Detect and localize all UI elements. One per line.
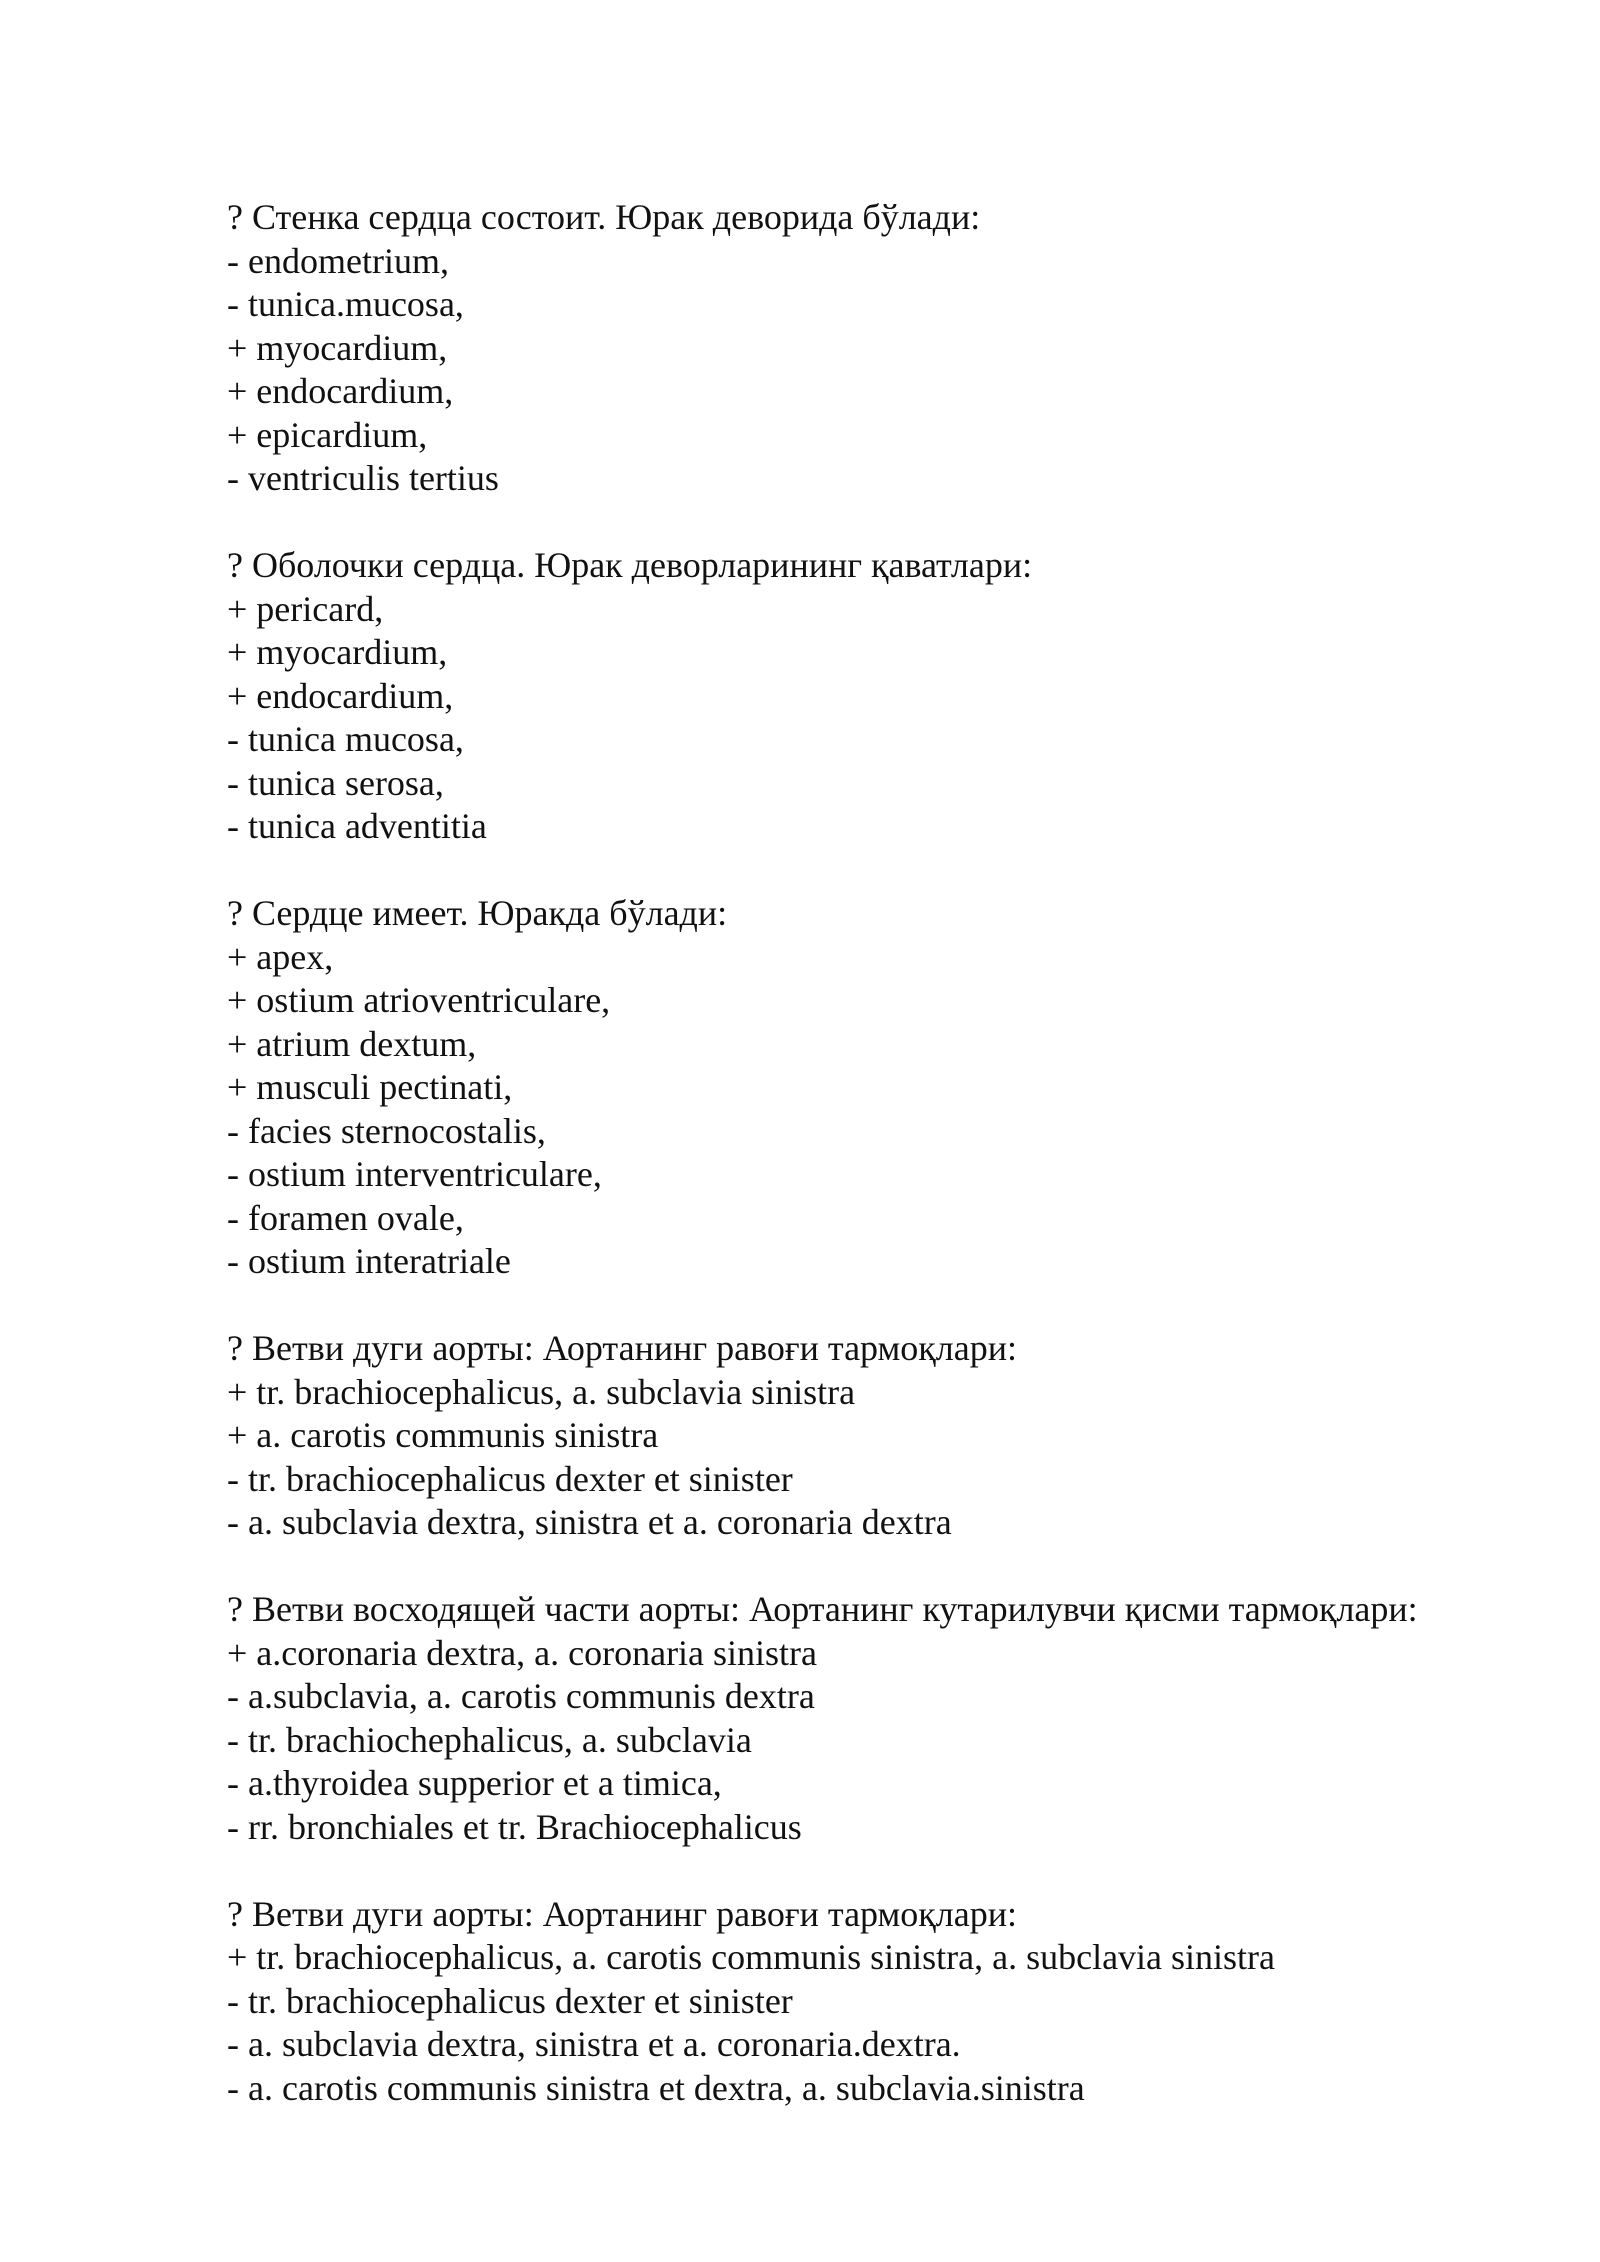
question-text: ? Сердце имеет. Юракда бўлади:: [227, 893, 728, 933]
answer-option: - facies sternocostalis,: [227, 1110, 546, 1151]
answer-option: - tunica.mucosa,: [227, 284, 464, 324]
question-block: [227, 892, 1567, 1284]
answer-option: - a. subclavia dextra, sinistra et a. coronaria dextra: [227, 1502, 952, 1542]
answer-option: + apex,: [227, 936, 334, 977]
answer-option: - foramen ovale,: [227, 1197, 464, 1238]
answer-option: + ostium atrioventriculare,: [227, 980, 611, 1020]
question-block: [227, 544, 1567, 849]
answer-option: - rr. bronchiales et tr. Brachiocephalicus: [227, 1806, 802, 1847]
answer-option: + myocardium,: [227, 327, 448, 368]
answer-option: - ventriculis tertius: [227, 458, 499, 498]
answer-option: + tr. brachiocephalicus, a. subclavia sinistra: [227, 1371, 856, 1412]
question-block: [227, 1327, 1567, 1545]
answer-option: - tunica serosa,: [227, 762, 444, 803]
answer-option: - a. subclavia dextra, sinistra et a. coronaria.dextra.: [227, 2024, 961, 2064]
question-block: [227, 196, 1567, 501]
question-text: ? Ветви восходящей части аорты: Аортанинг кутарилувчи қисми тармоқлари:: [227, 1589, 1418, 1629]
answer-option: + endocardium,: [227, 675, 454, 716]
answer-option: + a. carotis communis sinistra: [227, 1415, 659, 1455]
answer-option: + endocardium,: [227, 371, 454, 411]
answer-option: - tr. brachiochephalicus, a. subclavia: [227, 1719, 752, 1760]
document-page: [227, 196, 1567, 2154]
question-block: [227, 1893, 1567, 2111]
answer-option: + atrium dextum,: [227, 1023, 477, 1064]
answer-option: - a.thyroidea supperior et a timica,: [227, 1763, 722, 1803]
question-text: ? Оболочки сердца. Юрак деворларининг қаватлари:: [227, 545, 1033, 585]
answer-option: - tunica adventitia: [227, 806, 487, 846]
answer-option: - tr. brachiocephalicus dexter et sinister: [227, 1458, 793, 1499]
answer-option: + myocardium,: [227, 632, 448, 672]
answer-option: - ostium interventriculare,: [227, 1154, 602, 1194]
answer-option: - ostium interatriale: [227, 1241, 511, 1281]
answer-option: - a. carotis communis sinistra et dextra, a. subclavia.sinistra: [227, 2067, 1085, 2108]
answer-option: + musculi pectinati,: [227, 1067, 513, 1107]
question-text: ? Ветви дуги аорты: Аортанинг равоғи тармоқлари:: [227, 1893, 1017, 1934]
question-text: ? Ветви дуги аорты: Аортанинг равоғи тармоқлари:: [227, 1328, 1017, 1368]
answer-option: - tr. brachiocephalicus dexter et sinister: [227, 1980, 793, 2021]
answer-option: + tr. brachiocephalicus, a. carotis communis sinistra, a. subclavia sinistra: [227, 1937, 1276, 1977]
answer-option: + pericard,: [227, 588, 384, 629]
answer-option: + a.coronaria dextra, a. coronaria sinistra: [227, 1632, 818, 1673]
question-block: [227, 1588, 1567, 1849]
question-text: ? Стенка сердца состоит. Юрак деворида бўлади:: [227, 197, 981, 237]
answer-option: - a.subclavia, a. carotis communis dextra: [227, 1676, 815, 1716]
answer-option: - tunica mucosa,: [227, 719, 464, 759]
answer-option: - endometrium,: [227, 240, 449, 281]
answer-option: + epicardium,: [227, 414, 428, 455]
